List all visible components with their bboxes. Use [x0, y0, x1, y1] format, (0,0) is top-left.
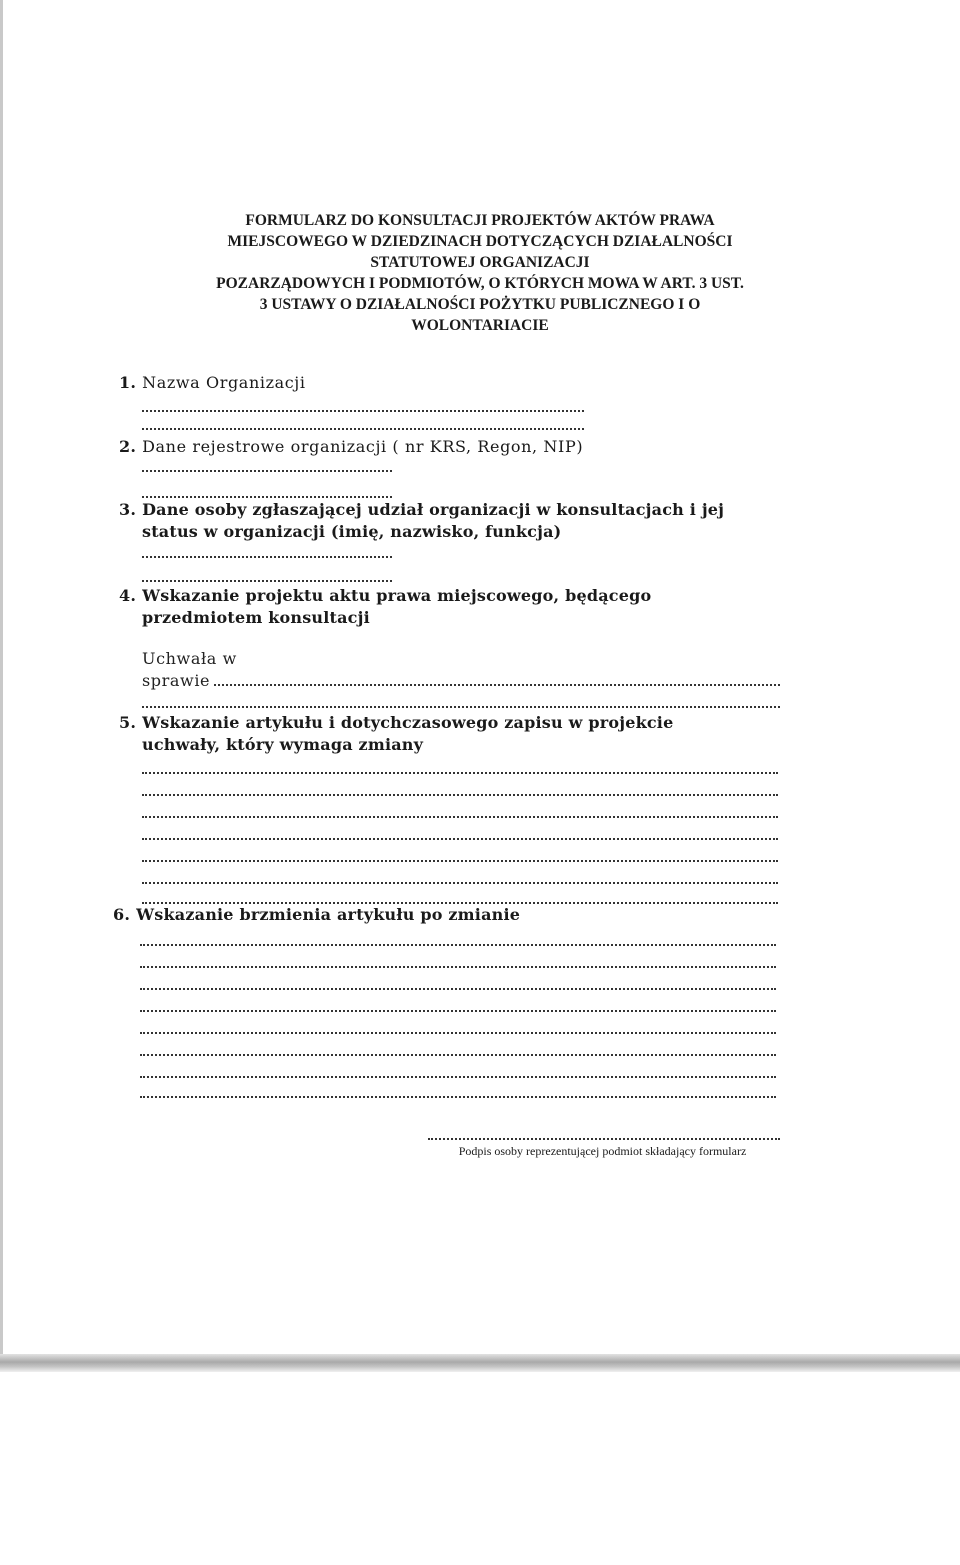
form-title [120, 210, 840, 336]
registration-data-field[interactable] [142, 486, 392, 498]
scan-edge-band [0, 1354, 960, 1372]
contact-person-field[interactable] [142, 546, 392, 558]
section-6-heading: 6. Wskazanie brzmienia artykułu po zmianie [113, 905, 521, 924]
amended-text-field[interactable] [140, 1022, 776, 1034]
page-edge [0, 0, 3, 1370]
amended-text-field[interactable] [140, 1000, 776, 1012]
section-5-heading-cont: uchwały, który wymaga zmiany [142, 735, 424, 754]
organization-name-field[interactable] [142, 400, 584, 412]
registration-data-field[interactable] [142, 460, 392, 472]
amended-text-field[interactable] [140, 1086, 776, 1098]
signature-caption: Podpis osoby reprezentującej podmiot składający formularz [458, 1144, 747, 1158]
title-line: STATUTOWEJ ORGANIZACJI [370, 254, 590, 271]
title-line: FORMULARZ DO KONSULTACJI PROJEKTÓW AKTÓW PRAWA [245, 212, 715, 229]
amended-text-field[interactable] [140, 1066, 776, 1078]
title-line: POZARZĄDOWYCH I PODMIOTÓW, O KTÓRYCH MOWA W ART. 3 UST. [216, 275, 744, 292]
amended-text-field[interactable] [140, 978, 776, 990]
resolution-label: Uchwała w [142, 649, 237, 668]
current-text-field[interactable] [142, 784, 778, 796]
amended-text-field[interactable] [140, 956, 776, 968]
title-line: WOLONTARIACIE [411, 317, 549, 334]
resolution-subject-field[interactable] [214, 674, 780, 686]
current-text-field[interactable] [142, 872, 778, 884]
section-3-heading: 3. Dane osoby zgłaszającej udział organizacji w konsultacjach i jej [119, 500, 725, 519]
current-text-field[interactable] [142, 762, 778, 774]
amended-text-field[interactable] [140, 934, 776, 946]
section-2-heading: 2. Dane rejestrowe organizacji ( nr KRS, Regon, NIP) [119, 437, 584, 456]
current-text-field[interactable] [142, 892, 778, 904]
section-3-heading-cont: status w organizacji (imię, nazwisko, funkcja) [142, 522, 562, 541]
section-4-heading: 4. Wskazanie projektu aktu prawa miejscowego, będącego [119, 586, 652, 605]
resolution-subject-field[interactable] [142, 696, 780, 708]
section-1-heading: 1. Nazwa Organizacji [119, 373, 306, 392]
title-line: 3 USTAWY O DZIAŁALNOŚCI POŻYTKU PUBLICZNEGO I O [259, 296, 701, 313]
current-text-field[interactable] [142, 850, 778, 862]
current-text-field[interactable] [142, 806, 778, 818]
current-text-field[interactable] [142, 828, 778, 840]
section-4-heading-cont: przedmiotem konsultacji [142, 608, 370, 627]
signature-field[interactable] [428, 1132, 780, 1140]
title-line: MIEJSCOWEGO W DZIEDZINACH DOTYCZĄCYCH DZIAŁALNOŚCI [227, 233, 733, 250]
resolution-subject-label: sprawie [142, 671, 211, 690]
organization-name-field[interactable] [142, 418, 584, 430]
amended-text-field[interactable] [140, 1044, 776, 1056]
contact-person-field[interactable] [142, 570, 392, 582]
section-5-heading: 5. Wskazanie artykułu i dotychczasowego zapisu w projekcie [119, 713, 674, 732]
